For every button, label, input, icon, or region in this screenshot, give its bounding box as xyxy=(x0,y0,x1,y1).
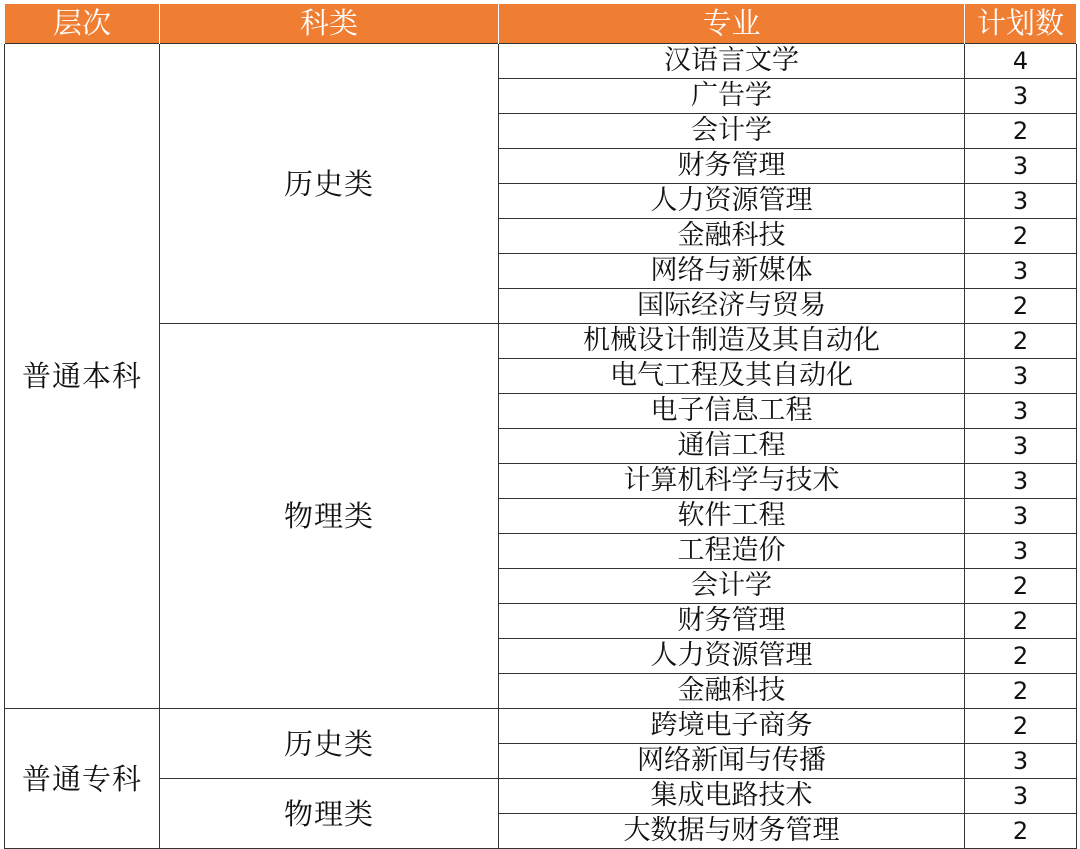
major-cell: 财务管理 xyxy=(499,149,965,184)
header-plan-count: 计划数 xyxy=(965,4,1077,44)
plan-count-cell: 3 xyxy=(965,359,1077,394)
plan-count-cell: 3 xyxy=(965,779,1077,814)
major-cell: 电气工程及其自动化 xyxy=(499,359,965,394)
major-cell: 汉语言文学 xyxy=(499,44,965,79)
plan-count-cell: 3 xyxy=(965,394,1077,429)
plan-count-cell: 3 xyxy=(965,499,1077,534)
plan-count-cell: 2 xyxy=(965,604,1077,639)
table-row xyxy=(5,779,1077,814)
major-cell: 人力资源管理 xyxy=(499,639,965,674)
table-row xyxy=(5,44,1077,79)
plan-count-cell: 3 xyxy=(965,744,1077,779)
category-cell: 历史类 xyxy=(160,44,499,324)
plan-count-cell: 3 xyxy=(965,149,1077,184)
plan-count-cell: 3 xyxy=(965,534,1077,569)
plan-count-cell: 2 xyxy=(965,639,1077,674)
plan-count-cell: 3 xyxy=(965,429,1077,464)
level-cell: 普通本科 xyxy=(5,44,160,709)
table-row xyxy=(5,709,1077,744)
plan-count-cell: 2 xyxy=(965,814,1077,849)
major-cell: 金融科技 xyxy=(499,219,965,254)
major-cell: 网络新闻与传播 xyxy=(499,744,965,779)
header-category: 科类 xyxy=(160,4,499,44)
plan-count-cell: 3 xyxy=(965,184,1077,219)
plan-count-cell: 3 xyxy=(965,254,1077,289)
major-cell: 金融科技 xyxy=(499,674,965,709)
level-cell: 普通专科 xyxy=(5,709,160,849)
plan-count-cell: 2 xyxy=(965,674,1077,709)
category-cell: 物理类 xyxy=(160,779,499,849)
major-cell: 电子信息工程 xyxy=(499,394,965,429)
major-cell: 大数据与财务管理 xyxy=(499,814,965,849)
major-cell: 跨境电子商务 xyxy=(499,709,965,744)
major-cell: 集成电路技术 xyxy=(499,779,965,814)
plan-count-cell: 4 xyxy=(965,44,1077,79)
category-cell: 历史类 xyxy=(160,709,499,779)
major-cell: 财务管理 xyxy=(499,604,965,639)
major-cell: 广告学 xyxy=(499,79,965,114)
major-cell: 网络与新媒体 xyxy=(499,254,965,289)
major-cell: 人力资源管理 xyxy=(499,184,965,219)
enrollment-plan-table xyxy=(4,4,1077,849)
plan-count-cell: 2 xyxy=(965,569,1077,604)
major-cell: 通信工程 xyxy=(499,429,965,464)
major-cell: 会计学 xyxy=(499,114,965,149)
header-row xyxy=(5,4,1077,44)
table-header xyxy=(5,4,1077,44)
major-cell: 会计学 xyxy=(499,569,965,604)
plan-count-cell: 2 xyxy=(965,114,1077,149)
table-row xyxy=(5,324,1077,359)
major-cell: 国际经济与贸易 xyxy=(499,289,965,324)
major-cell: 机械设计制造及其自动化 xyxy=(499,324,965,359)
plan-count-cell: 2 xyxy=(965,289,1077,324)
category-cell: 物理类 xyxy=(160,324,499,709)
header-major: 专业 xyxy=(499,4,965,44)
plan-count-cell: 3 xyxy=(965,79,1077,114)
plan-count-cell: 2 xyxy=(965,219,1077,254)
major-cell: 计算机科学与技术 xyxy=(499,464,965,499)
plan-count-cell: 2 xyxy=(965,709,1077,744)
plan-count-cell: 3 xyxy=(965,464,1077,499)
major-cell: 工程造价 xyxy=(499,534,965,569)
plan-count-cell: 2 xyxy=(965,324,1077,359)
header-level: 层次 xyxy=(5,4,160,44)
major-cell: 软件工程 xyxy=(499,499,965,534)
table-body xyxy=(5,44,1077,849)
